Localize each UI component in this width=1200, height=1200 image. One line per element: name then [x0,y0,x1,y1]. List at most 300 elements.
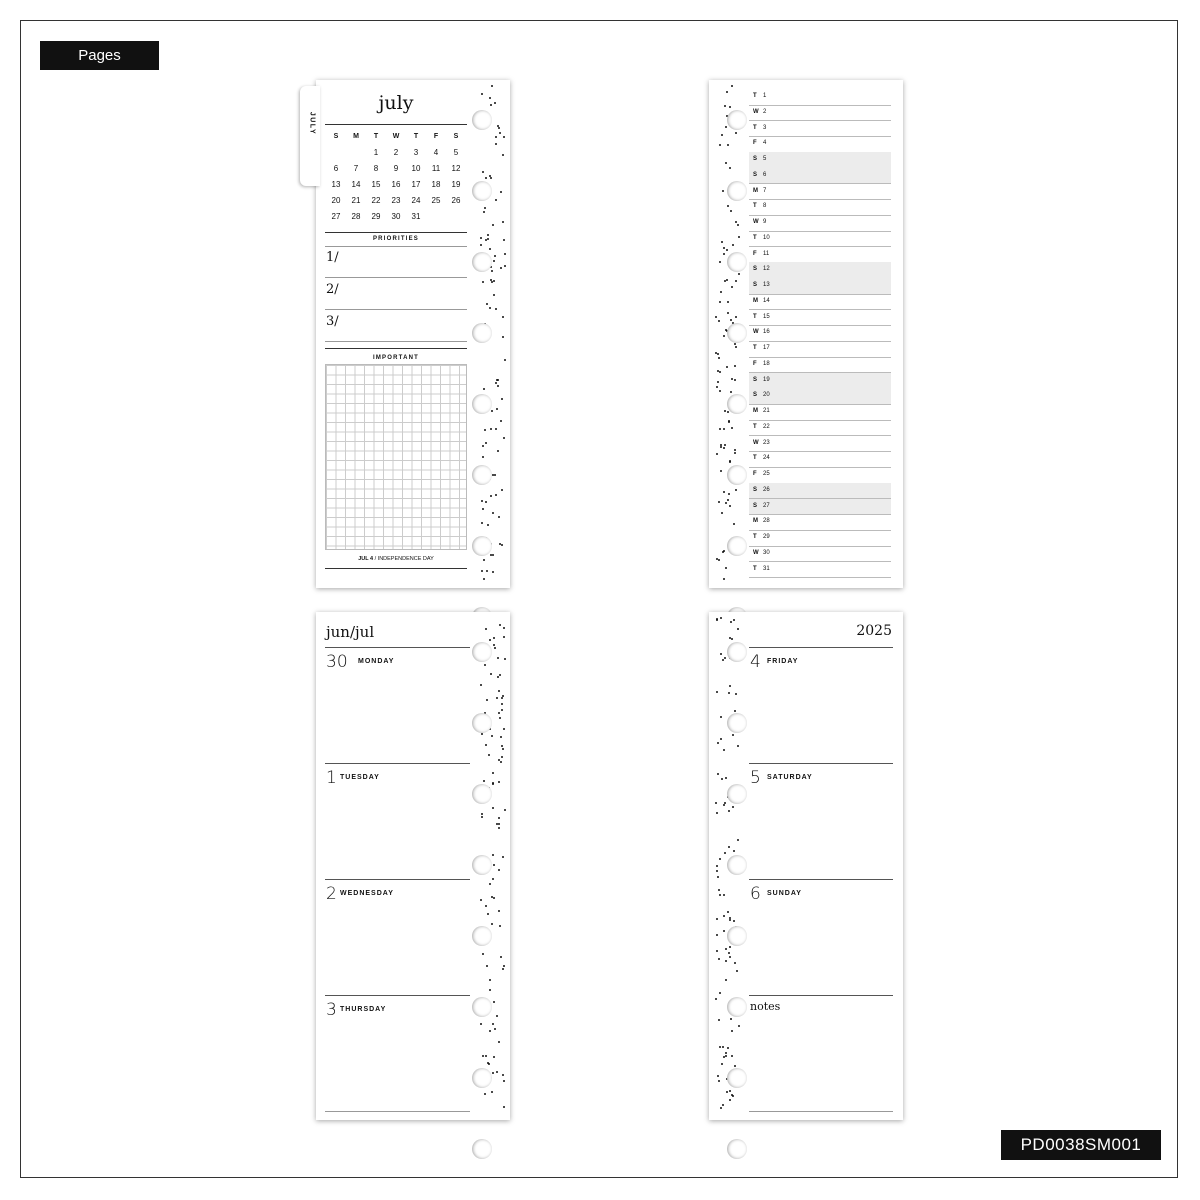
calendar-day[interactable]: 20 [331,195,341,205]
weekday-header: W [392,132,400,140]
calendar-day[interactable]: 15 [371,179,381,189]
calendar-day[interactable] [346,144,366,160]
pattern-dot [715,352,717,354]
pattern-dot [722,659,724,661]
pattern-dot [727,205,729,207]
pattern-dot [725,502,727,504]
pattern-dot [724,410,726,412]
calendar-day[interactable]: 18 [431,179,441,189]
pattern-dot [725,1055,727,1057]
pattern-dot [722,551,724,553]
pattern-dot [737,745,739,747]
pattern-dot [723,428,725,430]
divider [749,647,893,648]
day-row[interactable] [749,530,891,547]
monthly-page [308,80,510,588]
pattern-dot [492,854,494,856]
pattern-dot [501,398,503,400]
holiday-name: / INDEPENDENCE DAY [373,556,434,562]
day-name: THURSDAY [340,1006,387,1013]
pattern-dot [733,920,735,922]
pattern-dot [737,224,739,226]
pattern-dot [503,728,505,730]
pattern-dot [496,408,498,410]
day-row[interactable] [749,310,891,327]
pattern-dot [492,878,494,880]
pattern-dot [483,211,485,213]
pattern-dot [731,1055,733,1057]
day-row[interactable] [749,499,891,516]
day-number: 31 [763,565,770,572]
pattern-dot [495,199,497,201]
pattern-dot [729,106,731,108]
calendar-day[interactable]: 23 [391,195,401,205]
important-grid[interactable] [325,364,467,550]
day-row[interactable] [749,467,891,484]
pattern-dot [490,177,492,179]
disc-notch [472,713,492,733]
pattern-dot [720,446,722,448]
day-letter: S [753,486,758,493]
pattern-dot [485,628,487,630]
pattern-dot [494,102,496,104]
day-row[interactable] [749,262,891,279]
day-number: 30 [763,549,770,556]
calendar-day[interactable]: 12 [451,163,461,173]
pattern-dot [732,734,734,736]
pattern-dot [732,244,734,246]
pattern-dot [717,773,719,775]
pattern-dot [719,428,721,430]
day-number: 9 [763,219,767,225]
pattern-dot [486,570,488,572]
day-row[interactable] [749,105,891,122]
pattern-dot [735,489,737,491]
pattern-dot [734,452,736,454]
day-number: 5 [750,768,761,788]
day-number: 13 [763,282,770,288]
pattern-dot [728,421,730,423]
day-letter: T [753,234,757,241]
day-row[interactable] [749,231,891,248]
pattern-dot [496,1015,498,1017]
day-row[interactable] [749,136,891,153]
day-number: 20 [763,392,770,399]
day-letter: S [753,171,758,178]
priorities-heading: PRIORITIES [372,236,419,242]
pattern-dot [496,697,498,699]
calendar-day[interactable]: 3 [413,147,419,157]
weekday-header: T [413,132,419,140]
pattern-dot [716,618,718,620]
pattern-dot [721,512,723,514]
day-row[interactable] [749,184,891,201]
weekday-header: F [433,132,439,140]
pattern-dot [729,946,731,948]
disc-notch [727,465,747,485]
day-letter: W [753,549,759,556]
pattern-dot [728,692,730,694]
pattern-dot [721,1063,723,1065]
day-name: SATURDAY [767,774,813,781]
pattern-dot [719,992,721,994]
pattern-dot [716,386,718,388]
pattern-dot [719,301,721,303]
calendar-day[interactable]: 1 [373,147,379,157]
pattern-dot [720,1107,722,1109]
pattern-dot [716,934,718,936]
divider [325,763,470,764]
day-letter: T [753,345,757,351]
pattern-dot [728,846,730,848]
pattern-dot [500,420,502,422]
pattern-dot [718,357,720,359]
calendar-day[interactable]: 10 [411,163,421,173]
pattern-dot [723,804,725,806]
disc-notch [727,252,747,272]
calendar-day[interactable]: 5 [453,147,459,157]
pattern-dot [725,1052,727,1054]
pattern-dot [481,816,483,818]
disc-notch [472,1139,492,1159]
pattern-dot [723,578,725,580]
day-letter: S [753,392,758,399]
priority-number: 2/ [326,282,339,297]
day-number: 2 [763,108,767,115]
pattern-dot [503,437,505,439]
pattern-dot [492,571,494,573]
year-title: 2025 [856,623,892,639]
pattern-dot [501,544,503,546]
day-letter: W [753,329,759,336]
disc-notch [727,536,747,556]
pattern-dot [480,899,482,901]
calendar-day[interactable] [446,208,466,224]
pattern-dot [500,761,502,763]
pattern-dot [722,1104,724,1106]
day-row[interactable] [749,514,891,531]
calendar-day[interactable]: 24 [411,195,421,205]
pattern-dot [502,748,504,750]
pattern-dot [490,495,492,497]
day-number: 2 [326,884,337,904]
calendar-day[interactable]: 9 [393,163,399,173]
day-letter: W [753,108,759,115]
pattern-dot [492,512,494,514]
day-row[interactable] [749,89,891,106]
pattern-dot [484,664,486,666]
calendar-day[interactable]: 28 [351,211,361,221]
calendar-day[interactable]: 31 [411,211,421,221]
pattern-dot [492,1023,494,1025]
pattern-dot [490,104,492,106]
pattern-dot [716,950,718,952]
day-row[interactable] [749,199,891,216]
pattern-dot [716,691,718,693]
divider [749,1111,893,1112]
day-name: WEDNESDAY [340,890,394,897]
day-row[interactable] [749,357,891,374]
day-number: 1 [763,93,767,99]
priority-line[interactable] [325,309,467,310]
disc-notch [472,252,492,272]
pattern-dot [497,657,499,659]
pattern-dot [715,316,717,318]
day-row[interactable] [749,278,891,295]
day-row[interactable] [749,325,891,342]
pattern-dot [489,1030,491,1032]
divider [325,232,467,233]
pattern-dot [495,428,497,430]
day-number: 25 [763,471,770,477]
calendar-day[interactable]: 30 [391,211,401,221]
day-row[interactable] [749,562,891,579]
calendar-day[interactable]: 13 [331,179,341,189]
day-letter: W [753,219,759,225]
disc-notch [727,642,747,662]
pattern-dot [489,979,491,981]
day-row[interactable] [749,420,891,437]
disc-notch [472,323,492,343]
pattern-dot [730,621,732,623]
day-number: 11 [763,250,770,257]
weekday-header: T [373,132,379,140]
calendar-day[interactable]: 2 [393,147,399,157]
pattern-dot [719,858,721,860]
pattern-dot [725,777,727,779]
pattern-dot [496,1071,498,1073]
calendar-day[interactable]: 21 [351,195,361,205]
calendar-day[interactable]: 27 [331,211,341,221]
pattern-dot [737,839,739,841]
pattern-dot [727,301,729,303]
pattern-dot [735,221,737,223]
pattern-dot [494,1028,496,1030]
pattern-dot [483,559,485,561]
day-letter: F [753,250,757,257]
pattern-dot [493,294,495,296]
pattern-dot [735,316,737,318]
pattern-dot [492,1072,494,1074]
disc-notch [472,394,492,414]
pattern-dot [504,809,506,811]
calendar-day[interactable] [426,208,446,224]
pattern-dot [719,390,721,392]
pattern-dot [502,336,504,338]
calendar-day[interactable]: 7 [353,163,359,173]
dotted-strip [474,80,510,588]
calendar-day[interactable]: 14 [351,179,361,189]
day-row[interactable] [749,152,891,169]
day-row[interactable] [749,215,891,232]
pattern-dot [731,286,733,288]
day-row[interactable] [749,247,891,264]
pattern-dot [502,154,504,156]
pattern-dot [500,736,502,738]
weekly-right-page [709,612,903,1120]
pattern-dot [483,578,485,580]
disc-notch [472,181,492,201]
day-number: 27 [763,502,770,509]
day-letter: S [753,156,758,162]
pattern-dot [718,1019,720,1021]
pattern-dot [498,759,500,761]
day-row[interactable] [749,341,891,358]
pattern-dot [717,1075,719,1077]
pattern-dot [490,673,492,675]
day-letter: F [753,471,757,477]
divider [325,647,470,648]
priority-line[interactable] [325,277,467,278]
pattern-dot [489,883,491,885]
pattern-dot [491,281,493,283]
pattern-dot [481,93,483,95]
pattern-dot [501,745,503,747]
calendar-day[interactable]: 11 [431,163,441,173]
calendar-day[interactable]: 22 [371,195,381,205]
day-row[interactable] [749,436,891,453]
pattern-dot [729,919,731,921]
pattern-dot [500,956,502,958]
pattern-dot [723,894,725,896]
day-letter: T [753,124,757,131]
pattern-dot [731,378,733,380]
day-number: 3 [326,1000,337,1020]
pattern-dot [503,627,505,629]
day-row[interactable] [749,168,891,185]
pattern-dot [730,319,732,321]
pattern-dot [721,778,723,780]
pattern-dot [480,684,482,686]
divider [325,568,467,569]
pattern-dot [734,379,736,381]
pattern-dot [504,253,506,255]
pattern-dot [502,968,504,970]
calendar-day[interactable]: 6 [333,163,339,173]
pattern-dot [482,281,484,283]
pattern-dot [716,453,718,455]
day-row[interactable] [749,404,891,421]
pattern-dot [730,391,732,393]
day-number: 6 [763,171,767,178]
pattern-dot [722,190,724,192]
pattern-dot [727,1047,729,1049]
pattern-dot [728,493,730,495]
pattern-dot [726,1091,728,1093]
pattern-dot [491,923,493,925]
pattern-dot [734,365,736,367]
pattern-dot [501,709,503,711]
pattern-dot [718,958,720,960]
pattern-dot [720,291,722,293]
calendar-day[interactable]: 25 [431,195,441,205]
pattern-dot [727,144,729,146]
pattern-dot [485,177,487,179]
calendar-day[interactable]: 16 [391,179,401,189]
pattern-dot [498,516,500,518]
pattern-dot [484,429,486,431]
pattern-dot [719,894,721,896]
disc-notch [727,181,747,201]
pattern-dot [482,953,484,955]
calendar-day[interactable]: 26 [451,195,461,205]
dotted-strip [709,612,745,1120]
pattern-dot [719,1046,721,1048]
day-row[interactable] [749,451,891,468]
pattern-dot [489,97,491,99]
divider [749,763,893,764]
day-number: 24 [763,455,770,462]
weekday-header: S [453,132,459,140]
day-row[interactable] [749,121,891,138]
day-row[interactable] [749,483,891,500]
pattern-dot [487,524,489,526]
pattern-dot [493,260,495,262]
pattern-dot [485,442,487,444]
week-title: jun/jul [326,623,375,641]
day-name: MONDAY [358,658,395,665]
pattern-dot [504,658,506,660]
pattern-dot [716,870,718,872]
pattern-dot [733,523,735,525]
calendar-day[interactable]: 4 [433,147,439,157]
day-name: FRIDAY [767,658,799,665]
disc-notch [727,926,747,946]
calendar-day[interactable]: 17 [411,179,421,189]
calendar-day[interactable]: 8 [373,163,379,173]
disc-notch [472,855,492,875]
calendar-week [326,144,466,160]
outer-frame [20,20,1178,1178]
day-number: 26 [763,486,770,493]
pattern-dot [716,865,718,867]
pattern-dot [727,411,729,413]
pattern-dot [737,628,739,630]
pattern-dot [738,236,740,238]
day-number: 29 [763,534,770,540]
day-letter: M [753,297,758,304]
day-row[interactable] [749,294,891,311]
day-number: 4 [750,652,761,672]
disc-notch [472,642,492,662]
calendar-day[interactable]: 19 [451,179,461,189]
pattern-dot [499,925,501,927]
pattern-dot [489,248,491,250]
pattern-dot [485,1055,487,1057]
pattern-dot [725,567,727,569]
calendar-day[interactable] [326,144,346,160]
day-letter: M [753,408,758,414]
day-row[interactable] [749,388,891,405]
pattern-dot [723,335,725,337]
disc-notch [472,926,492,946]
important-heading: IMPORTANT [372,355,420,361]
day-row[interactable] [749,546,891,563]
day-row[interactable] [749,373,891,390]
pattern-dot [718,501,720,503]
day-letter: M [753,187,758,194]
calendar-day[interactable]: 29 [371,211,381,221]
priority-line[interactable] [325,341,467,342]
pattern-dot [718,559,720,561]
pattern-dot [493,280,495,282]
pattern-dot [498,127,500,129]
pattern-dot [495,143,497,145]
pattern-dot [504,359,506,361]
day-number: 17 [763,345,770,351]
pattern-dot [498,1041,500,1043]
pattern-dot [719,144,721,146]
